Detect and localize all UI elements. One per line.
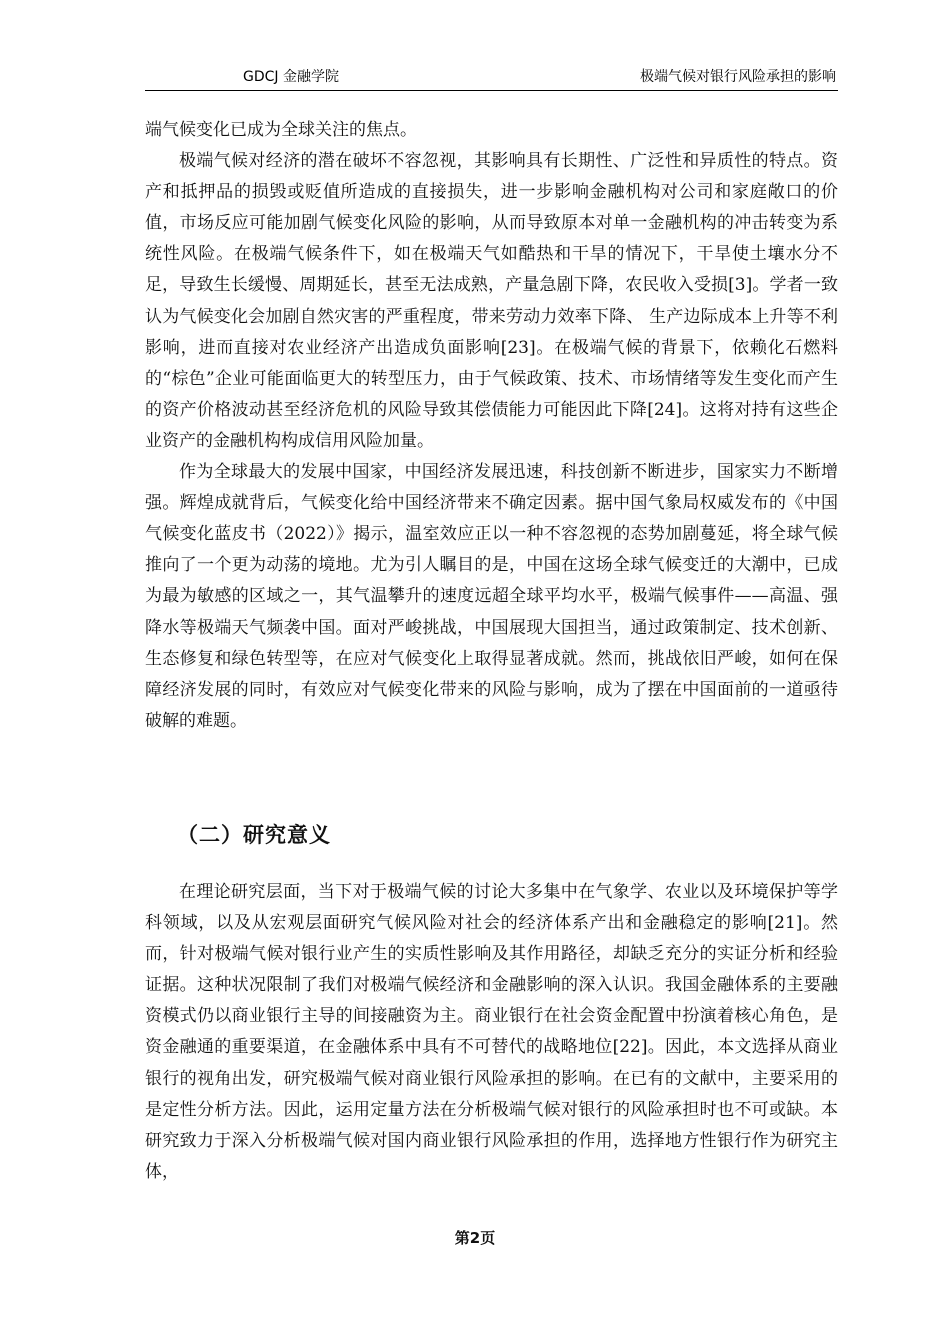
paragraph-extreme-climate-impact: 极端气候对经济的潜在破坏不容忽视，其影响具有长期性、广泛性和异质性的特点。资产和抵押品的损毁或贬值所造成的直接损失，进一步影响金融机构对公司和家庭敞口的价值，市场反应可能加剧气候变化风险的影响，从而导致原本对单一金融机构的冲击转变为系统性风险。在极端气候条件下，如在极端天气如酷热和干旱的情况下，干旱使土壤水分不足，导致生长缓慢、周期延长，甚至无法成熟，产量急剧下降，农民收入受损[3]。学者一致认为气候变化会加剧自然灾害的严重程度，带来劳动力效率下降、 生产边际成本上升等不利影响，进而直接对农业经济产出造成负面影响[23]。在极端气候的背景下，依赖化石燃料的“棕色”企业可能面临更大的转型压力，由于气候政策、技术、市场情绪等发生变化而产生的资产价格波动甚至经济危机的风险导致其偿债能力可能因此下降[24]。这将对持有这些企业资产的金融机构构成信用风险加量。 bbox=[145, 151, 838, 451]
section-heading: （二）研究意义 bbox=[177, 823, 331, 847]
paragraph-continuation: 端气候变化已成为全球关注的焦点。 bbox=[145, 120, 417, 140]
header-title: 极端气候对银行风险承担的影响 bbox=[640, 69, 836, 85]
paragraph-china-climate: 作为全球最大的发展中国家，中国经济发展迅速，科技创新不断进步，国家实力不断增强。辉煌成就背后，气候变化给中国经济带来不确定因素。据中国气象局权威发布的《中国气候变化蓝皮书（2022）》揭示，温室效应正以一种不容忽视的态势加剧蔓延，将全球气候推向了一个更为动荡的境地。尤为引人瞩目的是，中国在这场全球气候变迁的大潮中，已成为最为敏感的区域之一，其气温攀升的速度远超全球平均水平，极端气候事件——高温、强降水等极端天气频袭中国。面对严峻挑战，中国展现大国担当，通过政策制定、技术创新、生态修复和绿色转型等，在应对气候变化上取得显著成就。然而，挑战依旧严峻，如何在保障经济发展的同时，有效应对气候变化带来的风险与影响，成为了摆在中国面前的一道亟待破解的难题。 bbox=[145, 462, 838, 731]
body-text-section-2 bbox=[145, 877, 838, 1188]
page-number: 第2页 bbox=[454, 1229, 496, 1247]
body-text-section-1 bbox=[145, 115, 838, 737]
running-header bbox=[145, 62, 838, 91]
header-institution: GDCJ 金融学院 bbox=[243, 69, 339, 85]
paragraph-research-significance: 在理论研究层面，当下对于极端气候的讨论大多集中在气象学、农业以及环境保护等学科领域，以及从宏观层面研究气候风险对社会的经济体系产出和金融稳定的影响[21]。然而，针对极端气候对银行业产生的实质性影响及其作用路径，却缺乏充分的实证分析和经验证据。这种状况限制了我们对极端气候经济和金融影响的深入认识。我国金融体系的主要融资模式仍以商业银行主导的间接融资为主。商业银行在社会资金配置中扮演着核心角色，是资金融通的重要渠道，在金融体系中具有不可替代的战略地位[22]。因此，本文选择从商业银行的视角出发，研究极端气候对商业银行风险承担的影响。在已有的文献中，主要采用的是定性分析方法。因此，运用定量方法在分析极端气候对银行的风险承担时也不可或缺。本研究致力于深入分析极端气候对国内商业银行风险承担的作用，选择地方性银行作为研究主体， bbox=[145, 882, 838, 1182]
